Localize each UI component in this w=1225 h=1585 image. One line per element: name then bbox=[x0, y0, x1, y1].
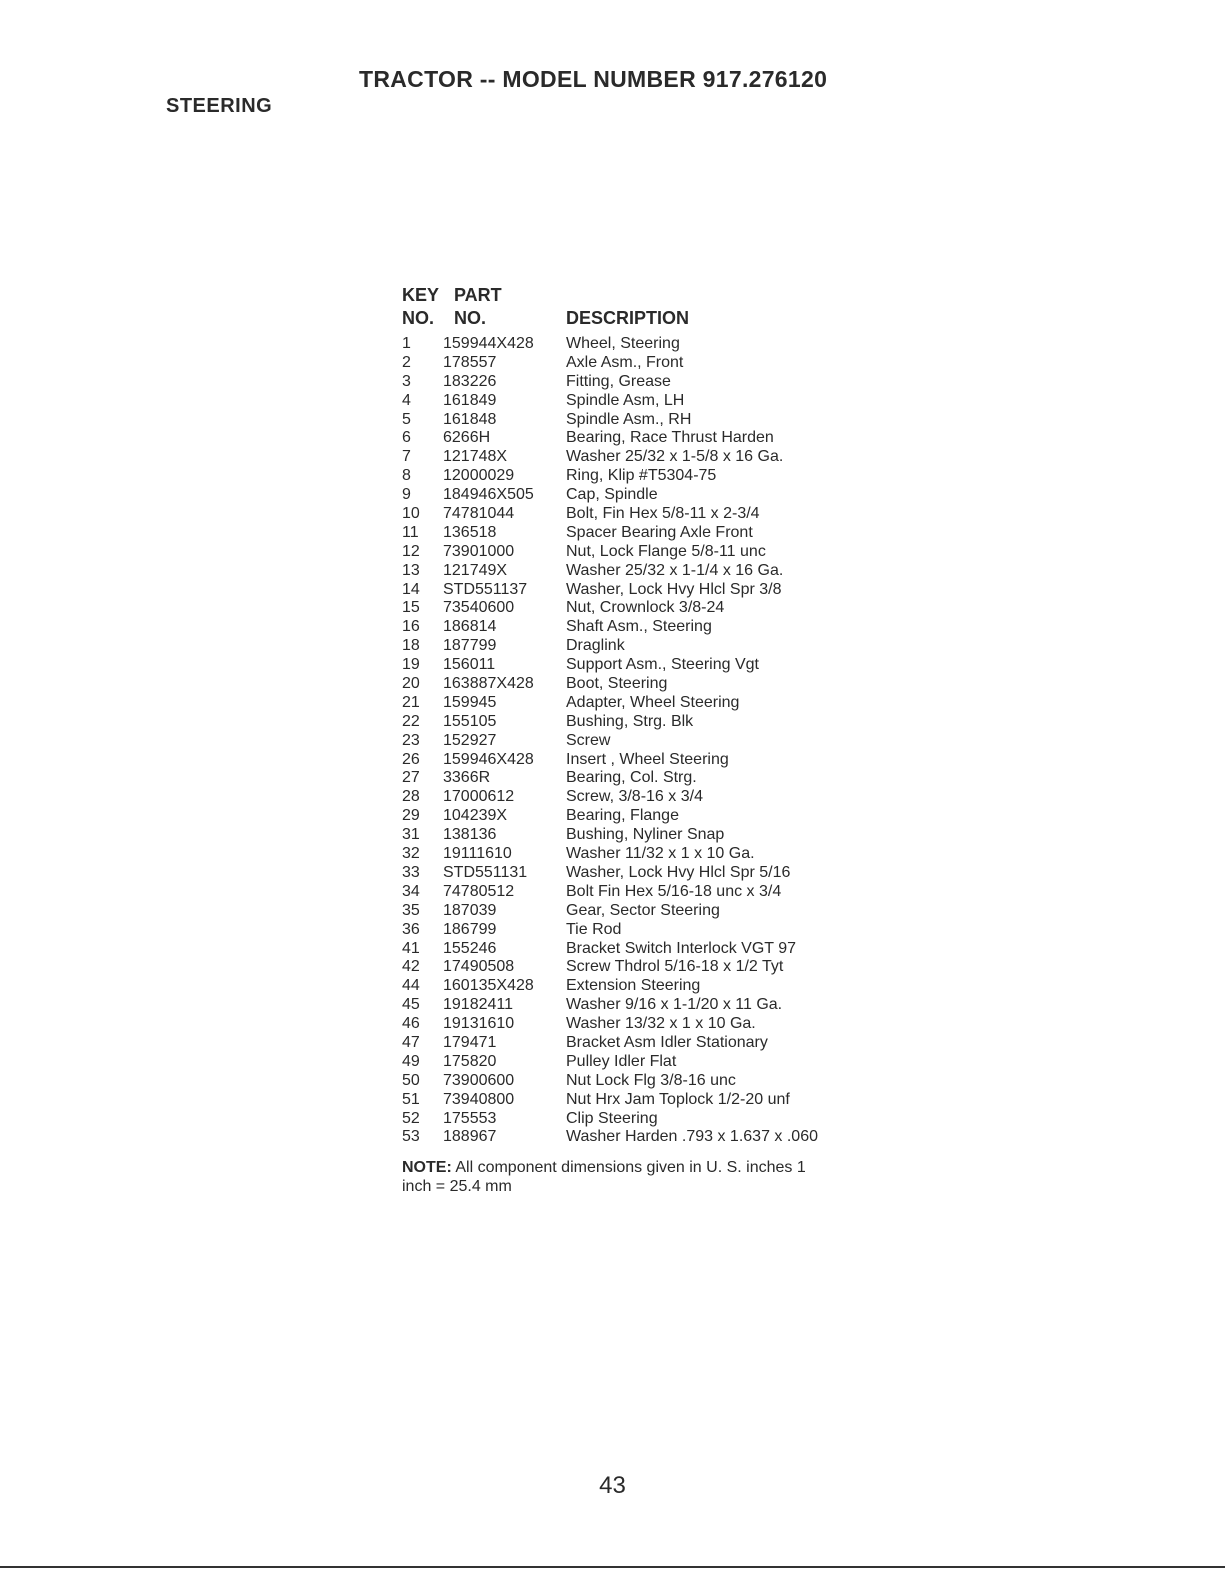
part-number: 187039 bbox=[443, 901, 497, 919]
key-number: 53 bbox=[402, 1128, 420, 1146]
header-key-line2: NO. bbox=[402, 308, 435, 328]
part-description: Spindle Asm, LH bbox=[566, 391, 685, 409]
table-row bbox=[402, 1110, 882, 1129]
table-row bbox=[402, 599, 882, 618]
part-description: Washer Harden .793 x 1.637 x .060 bbox=[566, 1128, 818, 1146]
table-row bbox=[402, 864, 882, 883]
part-number: 187799 bbox=[443, 637, 497, 655]
part-description: Draglink bbox=[566, 637, 625, 655]
key-number: 51 bbox=[402, 1090, 420, 1108]
key-number: 28 bbox=[402, 788, 420, 806]
part-number: 73940800 bbox=[443, 1090, 515, 1108]
part-description: Nut, Lock Flange 5/8-11 unc bbox=[566, 542, 766, 560]
table-row bbox=[402, 845, 882, 864]
part-number: 17490508 bbox=[443, 958, 515, 976]
part-description: Shaft Asm., Steering bbox=[566, 618, 712, 636]
part-number: 179471 bbox=[443, 1033, 497, 1051]
key-number: 35 bbox=[402, 901, 420, 919]
table-row bbox=[402, 1053, 882, 1072]
part-number: 73540600 bbox=[443, 599, 515, 617]
key-number: 26 bbox=[402, 750, 420, 768]
part-description: Washer 11/32 x 1 x 10 Ga. bbox=[566, 845, 755, 863]
table-row bbox=[402, 656, 882, 675]
header-description: DESCRIPTION bbox=[566, 308, 690, 328]
part-description: Screw bbox=[566, 731, 611, 749]
part-description: Washer 9/16 x 1-1/20 x 11 Ga. bbox=[566, 996, 783, 1014]
part-number: 159946X428 bbox=[443, 750, 534, 768]
part-number: 152927 bbox=[443, 731, 497, 749]
table-row bbox=[402, 1015, 882, 1034]
key-number: 42 bbox=[402, 958, 420, 976]
table-row bbox=[402, 940, 882, 959]
part-description: Bolt, Fin Hex 5/8-11 x 2-3/4 bbox=[566, 505, 760, 523]
table-row bbox=[402, 373, 882, 392]
table-row bbox=[402, 1128, 882, 1147]
table-row bbox=[402, 543, 882, 562]
part-number: 121748X bbox=[443, 448, 508, 466]
part-number: STD551137 bbox=[443, 580, 528, 598]
part-description: Bolt Fin Hex 5/16-18 unc x 3/4 bbox=[566, 882, 782, 900]
table-row bbox=[402, 977, 882, 996]
part-description: Nut Lock Flg 3/8-16 unc bbox=[566, 1071, 736, 1089]
key-number: 6 bbox=[402, 429, 411, 447]
part-number: 161848 bbox=[443, 410, 497, 428]
table-row bbox=[402, 392, 882, 411]
part-description: Washer, Lock Hvy Hlcl Spr 5/16 bbox=[566, 863, 791, 881]
key-number: 22 bbox=[402, 712, 420, 730]
part-number: 188967 bbox=[443, 1128, 497, 1146]
part-number: 159945 bbox=[443, 693, 497, 711]
bottom-rule bbox=[0, 1566, 1225, 1568]
key-number: 32 bbox=[402, 845, 420, 863]
key-number: 9 bbox=[402, 486, 411, 504]
page-number: 43 bbox=[599, 1472, 626, 1499]
part-number: 184946X505 bbox=[443, 486, 534, 504]
table-row bbox=[402, 637, 882, 656]
key-number: 4 bbox=[402, 391, 411, 409]
header-part-line1: PART bbox=[454, 285, 502, 305]
key-number: 27 bbox=[402, 769, 420, 787]
part-number: 175553 bbox=[443, 1109, 497, 1127]
key-number: 12 bbox=[402, 542, 420, 560]
header-part-line2: NO. bbox=[454, 308, 487, 328]
part-description: Bracket Switch Interlock VGT 97 bbox=[566, 939, 797, 957]
parts-list bbox=[402, 335, 882, 1147]
table-row bbox=[402, 1034, 882, 1053]
table-row bbox=[402, 448, 882, 467]
key-number: 10 bbox=[402, 505, 420, 523]
part-number: 19182411 bbox=[443, 996, 513, 1014]
part-description: Screw Thdrol 5/16-18 x 1/2 Tyt bbox=[566, 958, 784, 976]
key-number: 1 bbox=[402, 335, 411, 352]
table-row bbox=[402, 902, 882, 921]
key-number: 18 bbox=[402, 637, 420, 655]
table-row bbox=[402, 335, 882, 354]
part-description: Bearing, Flange bbox=[566, 807, 679, 825]
part-number: 178557 bbox=[443, 353, 497, 371]
key-number: 41 bbox=[402, 939, 420, 957]
part-description: Spacer Bearing Axle Front bbox=[566, 523, 753, 541]
part-number: 155105 bbox=[443, 712, 497, 730]
part-number: 160135X428 bbox=[443, 977, 534, 995]
table-row bbox=[402, 788, 882, 807]
part-description: Spindle Asm., RH bbox=[566, 410, 692, 428]
part-number: 186799 bbox=[443, 920, 497, 938]
part-number: 73900600 bbox=[443, 1071, 515, 1089]
part-description: Washer 25/32 x 1-1/4 x 16 Ga. bbox=[566, 561, 784, 579]
part-number: 156011 bbox=[443, 656, 496, 674]
part-description: Bracket Asm Idler Stationary bbox=[566, 1033, 768, 1051]
table-row bbox=[402, 524, 882, 543]
key-number: 13 bbox=[402, 561, 420, 579]
part-description: Washer 25/32 x 1-5/8 x 16 Ga. bbox=[566, 448, 784, 466]
key-number: 8 bbox=[402, 467, 411, 485]
key-number: 14 bbox=[402, 580, 420, 598]
part-description: Washer, Lock Hvy Hlcl Spr 3/8 bbox=[566, 580, 782, 598]
part-number: 3366R bbox=[443, 769, 491, 787]
table-row bbox=[402, 996, 882, 1015]
part-number: 12000029 bbox=[443, 467, 515, 485]
table-row bbox=[402, 921, 882, 940]
key-number: 2 bbox=[402, 353, 411, 371]
part-description: Insert , Wheel Steering bbox=[566, 750, 729, 768]
table-row bbox=[402, 807, 882, 826]
part-number: 19111610 bbox=[443, 845, 512, 863]
part-number: 74780512 bbox=[443, 882, 515, 900]
table-row bbox=[402, 958, 882, 977]
key-number: 31 bbox=[402, 826, 420, 844]
key-number: 15 bbox=[402, 599, 420, 617]
part-description: Nut, Crownlock 3/8-24 bbox=[566, 599, 725, 617]
part-description: Bushing, Strg. Blk bbox=[566, 712, 694, 730]
part-description: Bearing, Race Thrust Harden bbox=[566, 429, 774, 447]
part-description: Gear, Sector Steering bbox=[566, 901, 720, 919]
part-number: 175820 bbox=[443, 1052, 497, 1070]
key-number: 20 bbox=[402, 675, 420, 693]
part-description: Bearing, Col. Strg. bbox=[566, 769, 697, 787]
table-row bbox=[402, 562, 882, 581]
section-heading: STEERING bbox=[166, 95, 273, 117]
part-number: 73901000 bbox=[443, 542, 515, 560]
table-row bbox=[402, 1072, 882, 1091]
part-number: 159944X428 bbox=[443, 335, 534, 352]
part-number: 136518 bbox=[443, 523, 497, 541]
table-row bbox=[402, 732, 882, 751]
key-number: 29 bbox=[402, 807, 420, 825]
key-number: 46 bbox=[402, 1015, 420, 1033]
part-description: Clip Steering bbox=[566, 1109, 658, 1127]
part-number: 19131610 bbox=[443, 1015, 515, 1033]
key-number: 36 bbox=[402, 920, 420, 938]
table-row bbox=[402, 694, 882, 713]
note-text: All component dimensions given in U. S. inches 1 inch = 25.4 mm bbox=[402, 1159, 806, 1195]
note bbox=[402, 1158, 822, 1196]
part-number: 6266H bbox=[443, 429, 491, 447]
table-row bbox=[402, 1091, 882, 1110]
table-row bbox=[402, 883, 882, 902]
part-number: 121749X bbox=[443, 561, 508, 579]
part-description: Nut Hrx Jam Toplock 1/2-20 unf bbox=[566, 1090, 790, 1108]
part-description: Axle Asm., Front bbox=[566, 353, 684, 371]
key-number: 34 bbox=[402, 882, 420, 900]
key-number: 33 bbox=[402, 863, 420, 881]
part-number: STD551131 bbox=[443, 863, 528, 881]
table-row bbox=[402, 505, 882, 524]
part-number: 183226 bbox=[443, 372, 497, 390]
key-number: 21 bbox=[402, 693, 420, 711]
table-row bbox=[402, 411, 882, 430]
key-number: 16 bbox=[402, 618, 420, 636]
part-description: Cap, Spindle bbox=[566, 486, 658, 504]
key-number: 45 bbox=[402, 996, 420, 1014]
key-number: 19 bbox=[402, 656, 420, 674]
part-number: 104239X bbox=[443, 807, 508, 825]
key-number: 11 bbox=[402, 523, 419, 541]
table-row bbox=[402, 618, 882, 637]
table-row bbox=[402, 429, 882, 448]
table-row bbox=[402, 751, 882, 770]
key-number: 52 bbox=[402, 1109, 420, 1127]
part-description: Support Asm., Steering Vgt bbox=[566, 656, 759, 674]
key-number: 3 bbox=[402, 372, 411, 390]
key-number: 47 bbox=[402, 1033, 420, 1051]
part-description: Boot, Steering bbox=[566, 675, 668, 693]
part-number: 74781044 bbox=[443, 505, 515, 523]
table-row bbox=[402, 581, 882, 600]
part-description: Pulley Idler Flat bbox=[566, 1052, 677, 1070]
part-description: Ring, Klip #T5304-75 bbox=[566, 467, 717, 485]
key-number: 49 bbox=[402, 1052, 420, 1070]
part-description: Wheel, Steering bbox=[566, 335, 680, 352]
part-description: Extension Steering bbox=[566, 977, 701, 995]
part-description: Screw, 3/8-16 x 3/4 bbox=[566, 788, 703, 806]
part-number: 163887X428 bbox=[443, 675, 534, 693]
table-row bbox=[402, 713, 882, 732]
key-number: 44 bbox=[402, 977, 420, 995]
part-description: Bushing, Nyliner Snap bbox=[566, 826, 725, 844]
table-row bbox=[402, 675, 882, 694]
key-number: 7 bbox=[402, 448, 411, 466]
table-row bbox=[402, 486, 882, 505]
part-number: 17000612 bbox=[443, 788, 515, 806]
part-number: 155246 bbox=[443, 939, 497, 957]
part-description: Fitting, Grease bbox=[566, 372, 671, 390]
key-number: 23 bbox=[402, 731, 420, 749]
table-row bbox=[402, 769, 882, 788]
table-row bbox=[402, 354, 882, 373]
part-description: Adapter, Wheel Steering bbox=[566, 693, 740, 711]
key-number: 50 bbox=[402, 1071, 420, 1089]
part-number: 138136 bbox=[443, 826, 497, 844]
part-number: 186814 bbox=[443, 618, 497, 636]
note-label: NOTE: bbox=[402, 1159, 452, 1176]
part-description: Washer 13/32 x 1 x 10 Ga. bbox=[566, 1015, 756, 1033]
header-key-line1: KEY bbox=[402, 285, 440, 305]
key-number: 5 bbox=[402, 410, 411, 428]
part-description: Tie Rod bbox=[566, 920, 622, 938]
table-row bbox=[402, 467, 882, 486]
part-number: 161849 bbox=[443, 391, 497, 409]
table-row bbox=[402, 826, 882, 845]
page-title: TRACTOR -- MODEL NUMBER 917.276120 bbox=[359, 66, 828, 92]
